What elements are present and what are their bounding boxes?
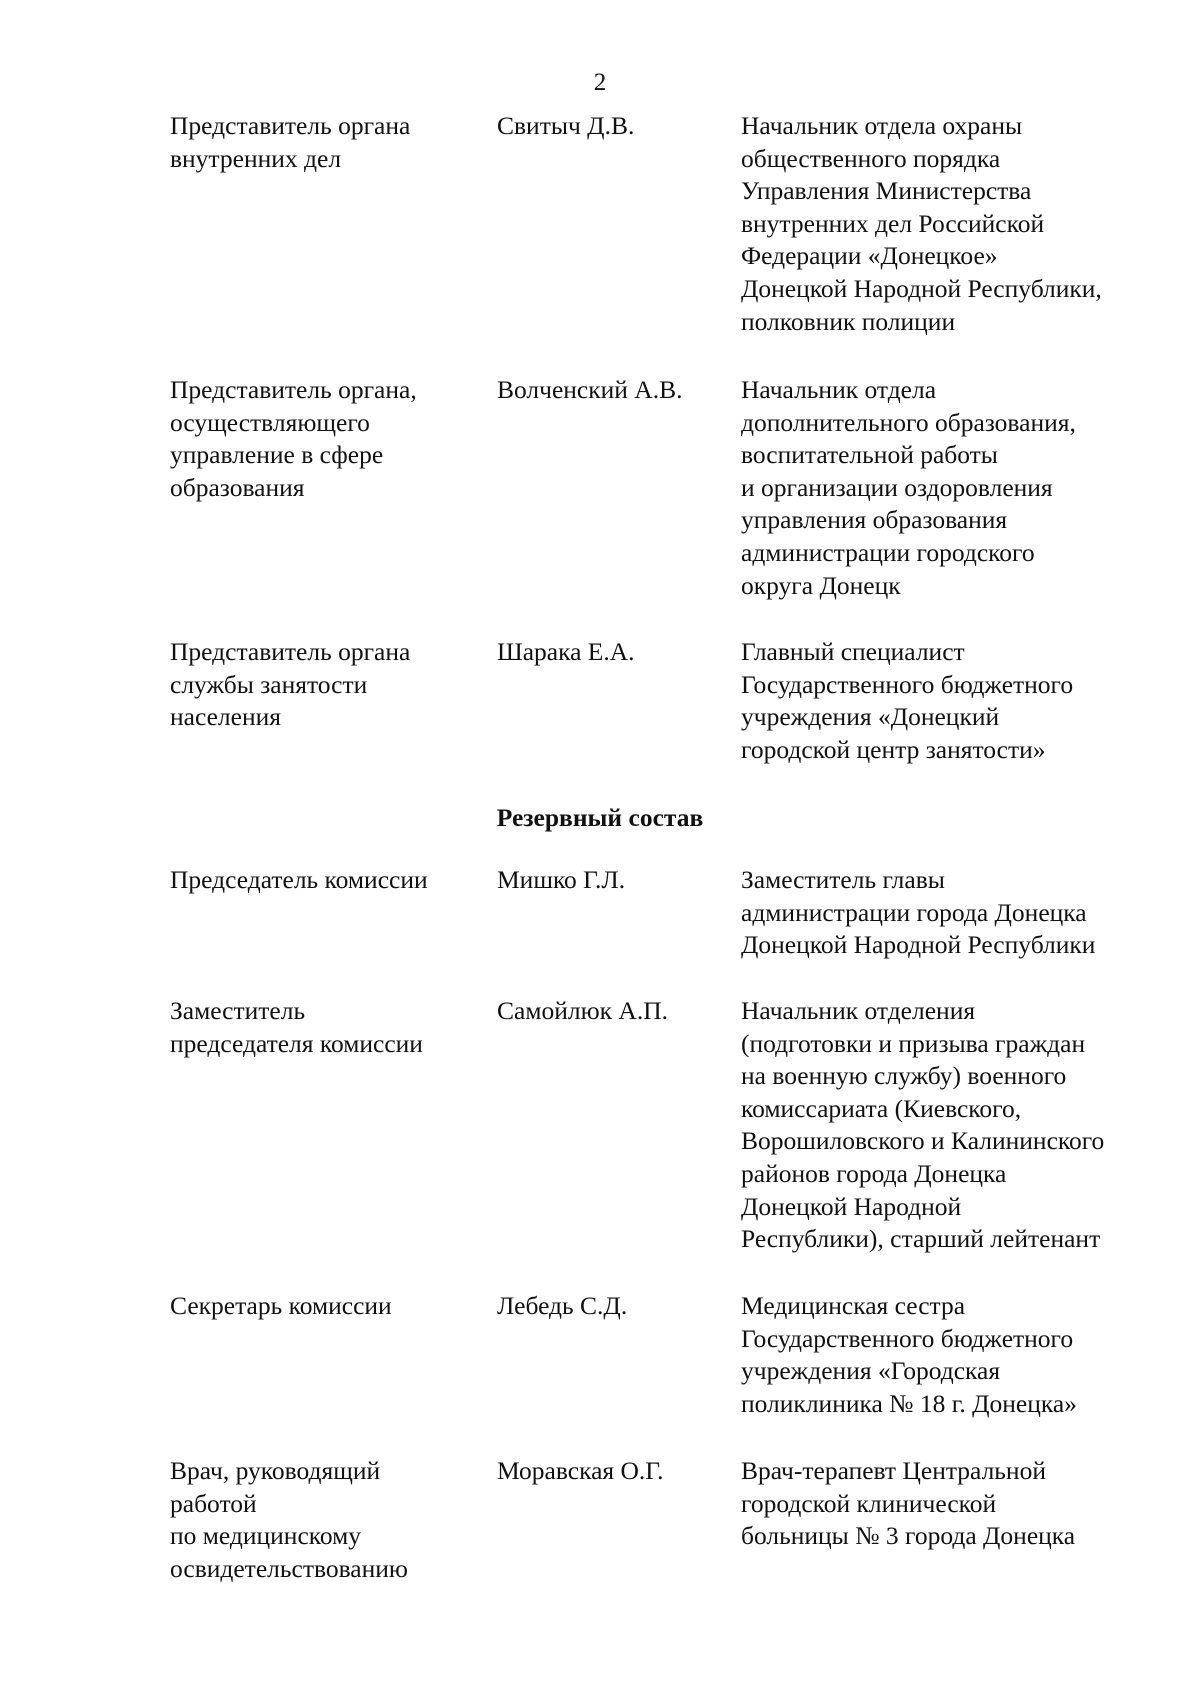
member-position: Начальник отделения (подготовки и призыва граждан на военную службу) военного комиссариата (Киевского, Ворошиловского и Калининского районов города Донецка Донецкой Народной Республики), старший лейтенант	[741, 996, 1105, 1254]
member-position: Медицинская сестра Государственного бюджетного учреждения «Городская поликлиника № 18 г. Донецка»	[741, 1291, 1077, 1418]
section-title-reserve: Резервный состав	[496, 803, 704, 832]
member-role: Врач, руководящий работой по медицинскому освидетельствованию	[170, 1456, 408, 1583]
member-role: Представитель органа, осуществляющего управление в сфере образования	[170, 375, 417, 502]
member-role: Председатель комиссии	[170, 865, 428, 894]
member-name: Мишко Г.Л.	[497, 865, 626, 894]
member-position: Врач-терапевт Центральной городской клинической больницы № 3 города Донецка	[741, 1456, 1076, 1551]
member-position: Начальник отдела охраны общественного порядка Управления Министерства внутренних дел Российской Федерации «Донецкое» Донецкой Народной Республики, полковник полиции	[741, 111, 1102, 336]
member-name: Самойлюк А.П.	[497, 996, 668, 1025]
member-role: Представитель органа службы занятости населения	[170, 637, 411, 732]
member-name: Волченский А.В.	[497, 375, 683, 404]
member-position: Заместитель главы администрации города Донецка Донецкой Народной Республики	[741, 865, 1096, 960]
member-role: Заместитель председателя комиссии	[170, 996, 423, 1058]
page-number: 2	[593, 69, 607, 96]
member-name: Шарака Е.А.	[497, 637, 635, 666]
member-name: Свитыч Д.В.	[497, 111, 635, 140]
member-position: Начальник отдела дополнительного образования, воспитательной работы и организации оздоровления управления образования администрации городского округа Донецк	[741, 375, 1076, 600]
member-name: Моравская О.Г.	[497, 1456, 664, 1485]
member-role: Секретарь комиссии	[170, 1291, 392, 1320]
member-position: Главный специалист Государственного бюджетного учреждения «Донецкий городской центр занятости»	[741, 637, 1074, 764]
member-name: Лебедь С.Д.	[497, 1291, 628, 1320]
member-role: Представитель органа внутренних дел	[170, 111, 411, 173]
